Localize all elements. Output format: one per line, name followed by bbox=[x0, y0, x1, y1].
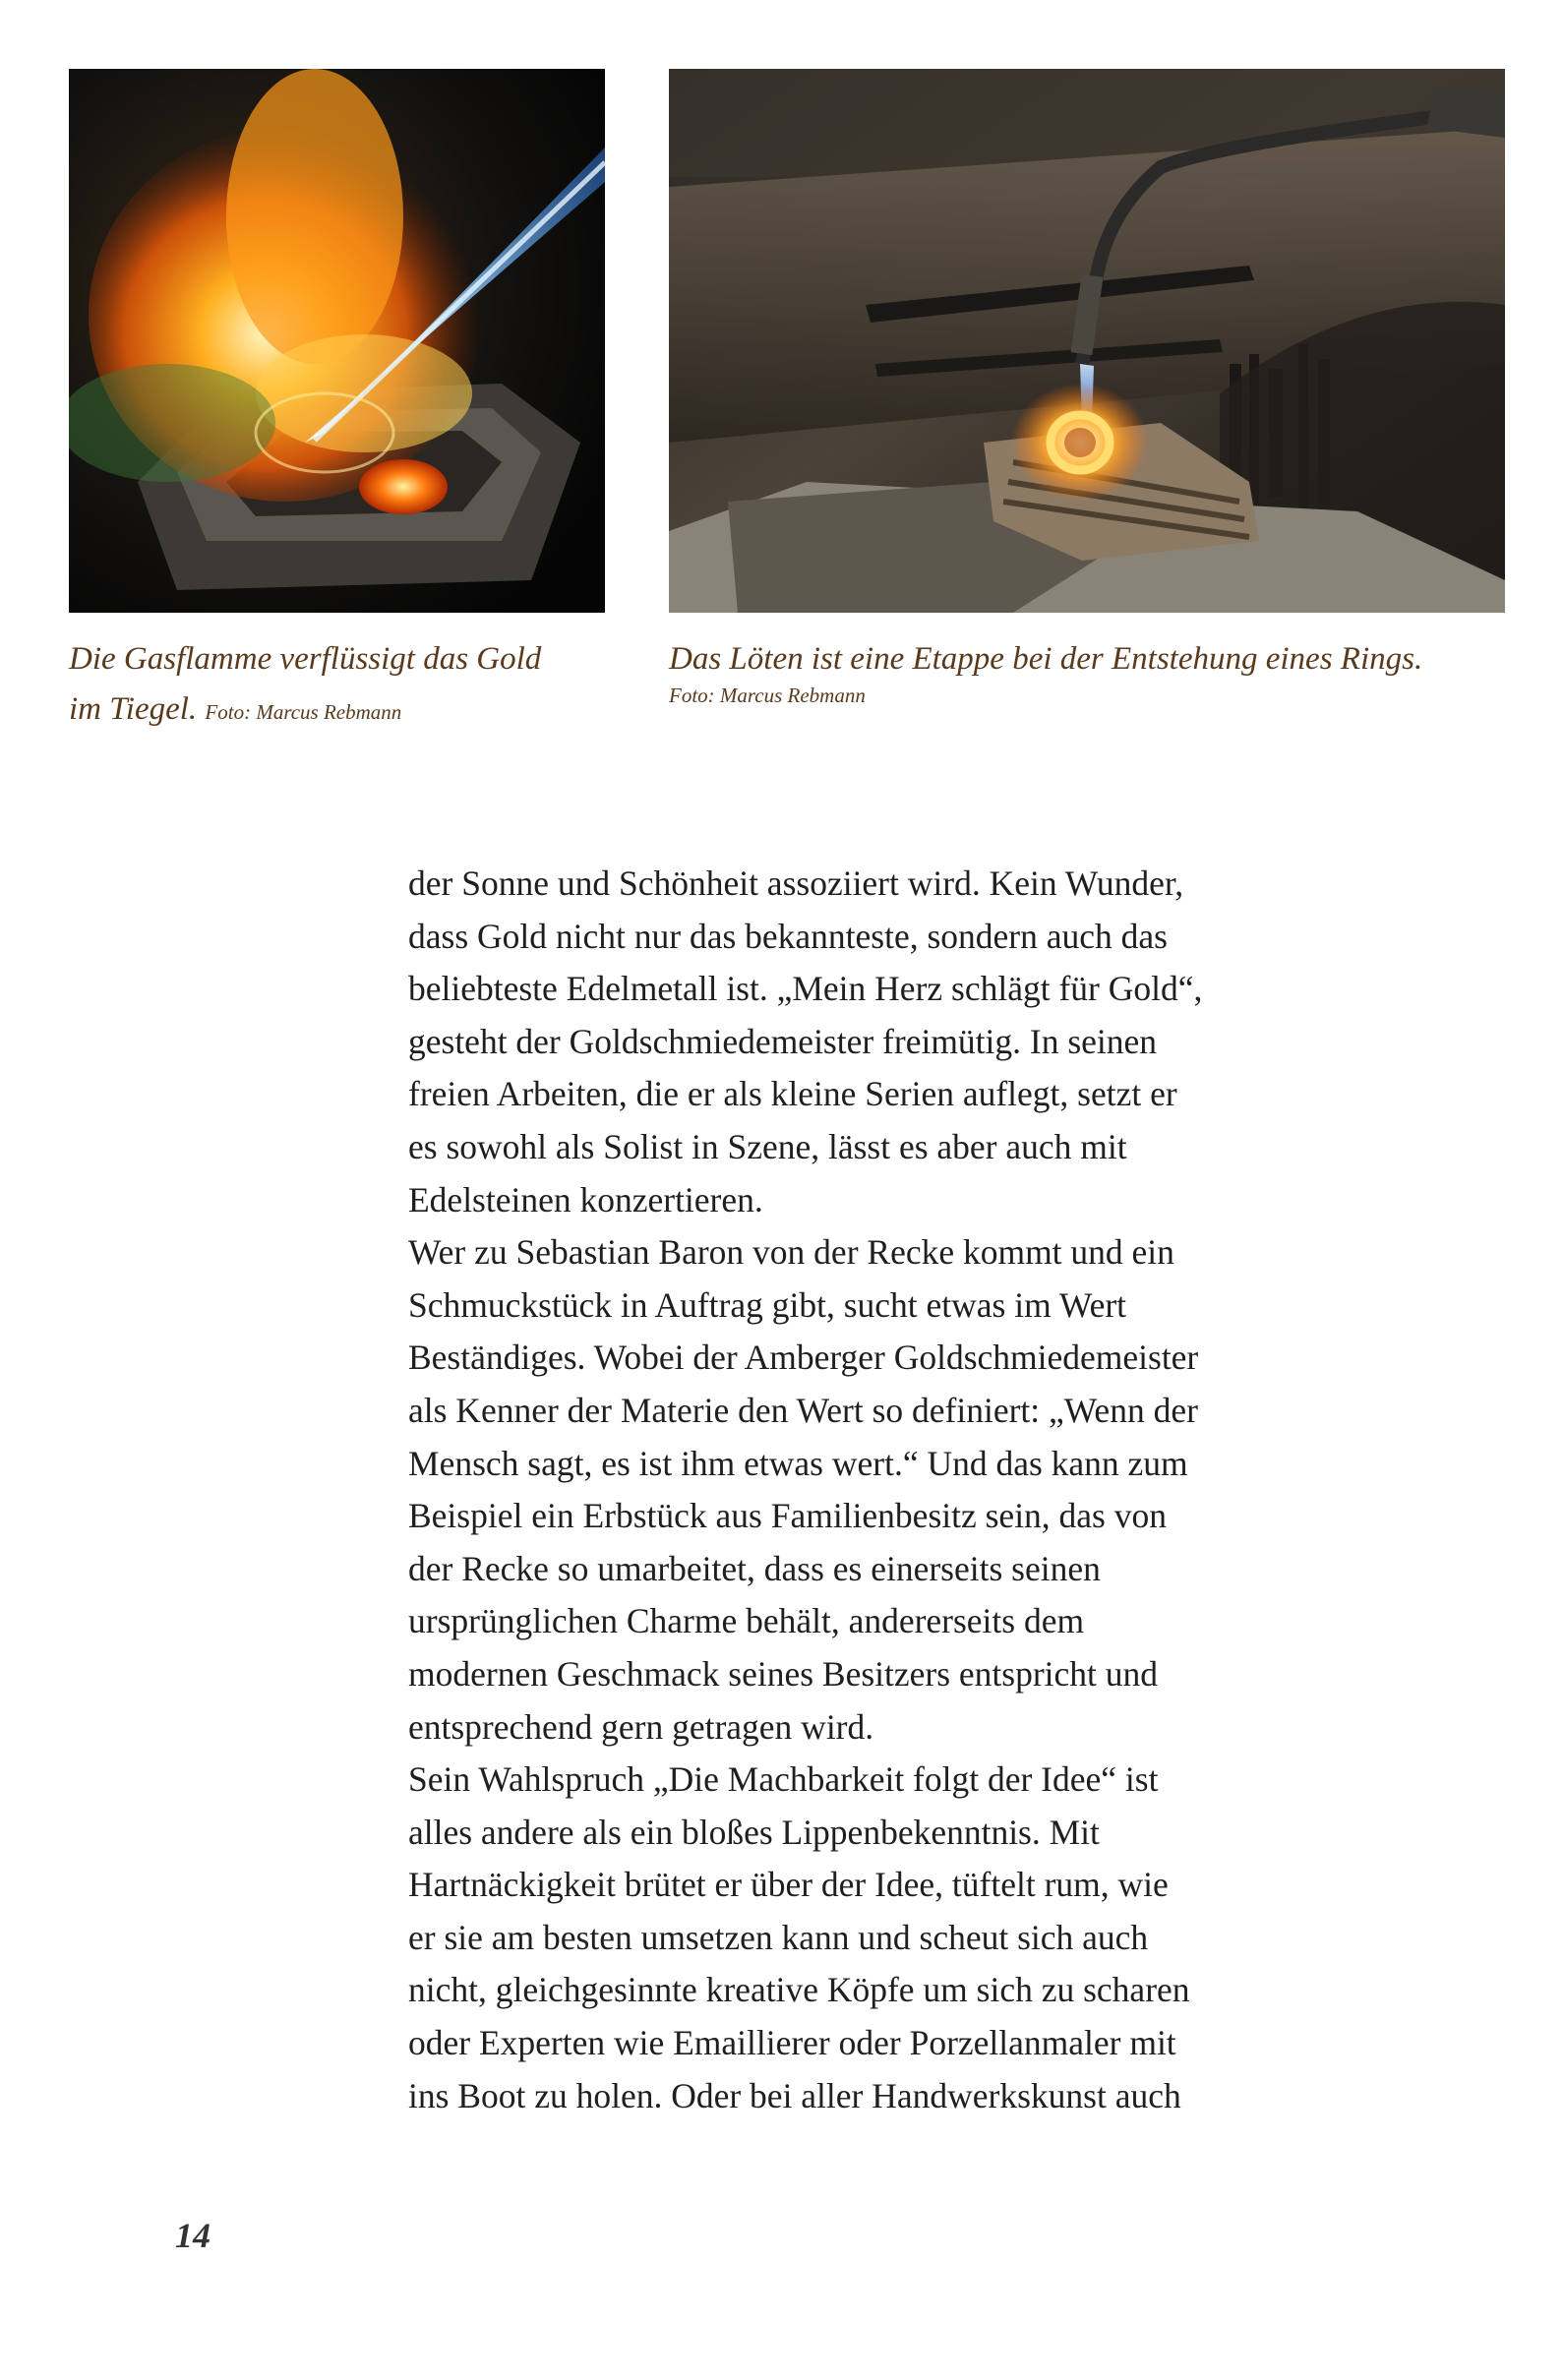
photo-gas-flame-image bbox=[69, 69, 605, 613]
body-line: Beständiges. Wobei der Amberger Goldschmiedemeister bbox=[408, 1338, 1199, 1378]
body-line: Wer zu Sebastian Baron von der Recke kommt und ein bbox=[408, 1232, 1174, 1273]
body-line: freien Arbeiten, die er als kleine Serien auflegt, setzt er bbox=[408, 1074, 1177, 1114]
caption-right-credit: Foto: Marcus Rebmann bbox=[669, 684, 866, 707]
body-text bbox=[408, 858, 1353, 2122]
photo-gas-flame bbox=[69, 69, 605, 613]
body-line: alles andere als ein bloßes Lippenbekenntnis. Mit bbox=[408, 1812, 1100, 1852]
body-line: oder Experten wie Emaillierer oder Porzellanmaler mit bbox=[408, 2023, 1176, 2063]
body-line: der Sonne und Schönheit assoziiert wird. Kein Wunder, bbox=[408, 863, 1184, 903]
caption-left-line1: Die Gasflamme verflüssigt das Gold bbox=[69, 641, 542, 677]
body-line: entsprechend gern getragen wird. bbox=[408, 1706, 874, 1747]
caption-left-credit: Foto: Marcus Rebmann bbox=[205, 700, 402, 724]
body-line: es sowohl als Solist in Szene, lässt es aber auch mit bbox=[408, 1126, 1127, 1166]
caption-left bbox=[69, 634, 620, 738]
body-line: Schmuckstück in Auftrag gibt, sucht etwas im Wert bbox=[408, 1284, 1127, 1325]
body-line: nicht, gleichgesinnte kreative Köpfe um sich zu scharen bbox=[408, 1970, 1190, 2010]
caption-left-line2: im Tiegel. bbox=[69, 691, 198, 727]
caption-right bbox=[669, 634, 1534, 708]
body-line: Edelsteinen konzertieren. bbox=[408, 1179, 763, 1220]
body-line: ins Boot zu holen. Oder bei aller Handwerkskunst auch bbox=[408, 2075, 1181, 2115]
body-line: beliebteste Edelmetall ist. „Mein Herz schlägt für Gold“, bbox=[408, 969, 1203, 1009]
photo-soldering-ring bbox=[669, 69, 1505, 613]
body-line: Hartnäckigkeit brütet er über der Idee, tüftelt rum, wie bbox=[408, 1865, 1169, 1905]
body-line: dass Gold nicht nur das bekannteste, sondern auch das bbox=[408, 916, 1168, 956]
body-line: als Kenner der Materie den Wert so definiert: „Wenn der bbox=[408, 1390, 1198, 1430]
body-line: gesteht der Goldschmiedemeister freimütig. In seinen bbox=[408, 1021, 1158, 1061]
page-number: 14 bbox=[175, 2216, 211, 2255]
body-line: ursprünglichen Charme behält, andererseits dem bbox=[408, 1601, 1085, 1641]
caption-right-line1: Das Löten ist eine Etappe bei der Entstehung eines Rings. bbox=[669, 641, 1423, 677]
body-line: modernen Geschmack seines Besitzers entspricht und bbox=[408, 1653, 1159, 1694]
body-line: Beispiel ein Erbstück aus Familienbesitz sein, das von bbox=[408, 1496, 1167, 1536]
body-line: er sie am besten umsetzen kann und scheut sich auch bbox=[408, 1917, 1149, 1957]
body-line: der Recke so umarbeitet, dass es einerseits seinen bbox=[408, 1548, 1101, 1588]
photo-soldering-ring-image bbox=[669, 69, 1505, 613]
body-line: Mensch sagt, es ist ihm etwas wert.“ Und das kann zum bbox=[408, 1443, 1188, 1483]
body-line: Sein Wahlspruch „Die Machbarkeit folgt der Idee“ ist bbox=[408, 1759, 1159, 1800]
